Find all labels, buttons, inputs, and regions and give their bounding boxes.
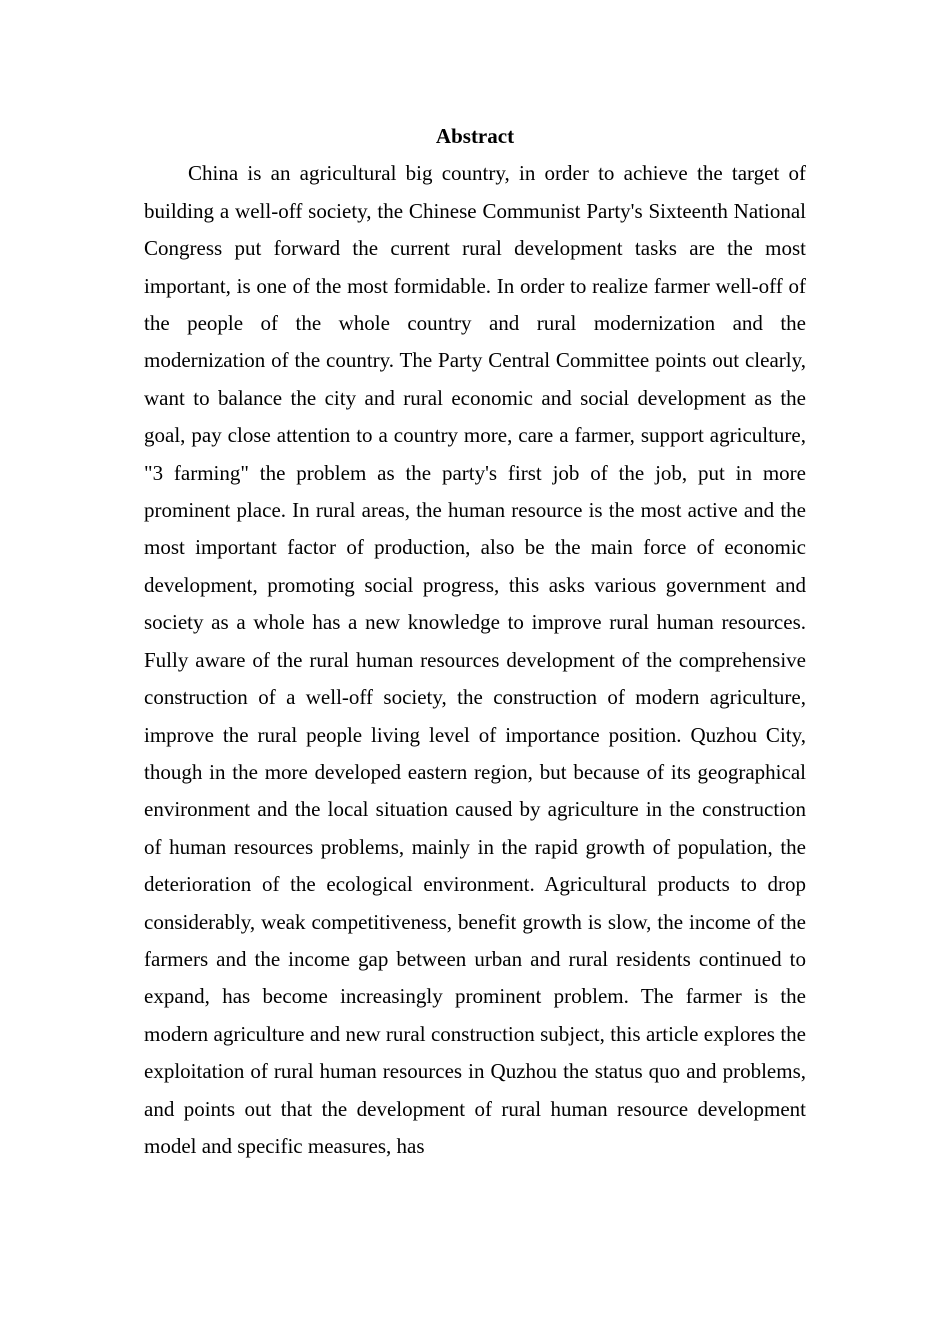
abstract-body: China is an agricultural big country, in order to achieve the target of building a well-off society, the Chinese Communist Party's Sixteenth National Congress put forward the current rural development tasks are the most important, is one of the most formidable. In order to realize farmer well-off of the people of the whole country and rural modernization and the modernization of the country. The Party Central Committee points out clearly, want to balance the city and rural economic and social development as the goal, pay close attention to a country more, care a farmer, support agriculture, "3 farming" the problem as the party's first job of the job, put in more prominent place. In rural areas, the human resource is the most active and the most important factor of production, also be the main force of economic development, promoting social progress, this asks various government and society as a whole has a new knowledge to improve rural human resources. Fully aware of the rural human resources development of the comprehensive construction of a well-off society, the construction of modern agriculture, improve the rural people living level of importance position. Quzhou City, though in the more developed eastern region, but because of its geographical environment and the local situation caused by agriculture in the construction of human resources problems, mainly in the rapid growth of population, the deterioration of the ecological environment. Agricultural products to drop considerably, weak competitiveness, benefit growth is slow, the income of the farmers and the income gap between urban and rural residents continued to expand, has become increasingly prominent problem. The farmer is the modern agriculture and new rural construction subject, this article explores the exploitation of rural human resources in Quzhou the status quo and problems, and points out that the development of rural human resource development model and specific measures, has: [144, 161, 806, 1158]
abstract-section: [144, 118, 806, 1165]
abstract-title: Abstract: [435, 124, 515, 148]
